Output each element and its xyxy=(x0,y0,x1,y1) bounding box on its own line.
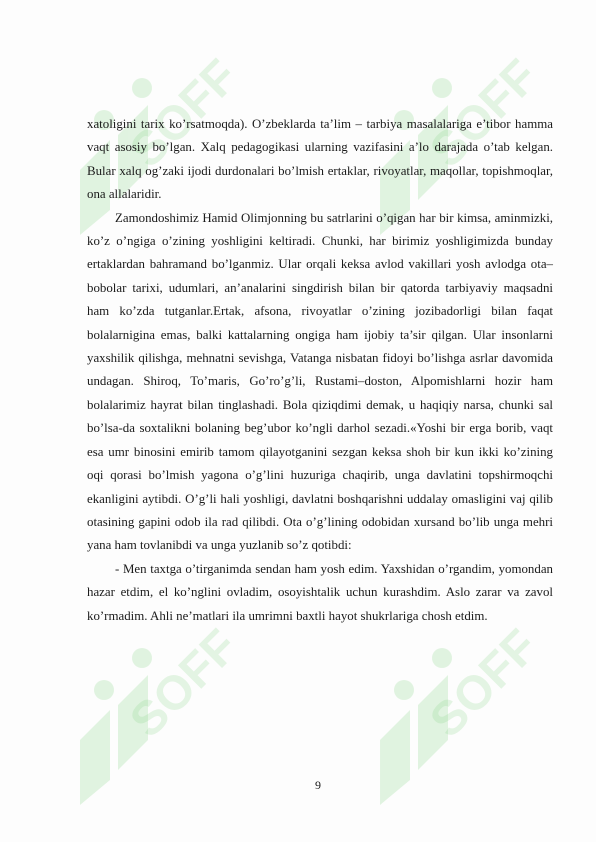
document-body xyxy=(87,113,553,628)
watermark-text: SOFF xyxy=(420,50,540,178)
paragraph: xatoligini tarix ko’rsatmoqda). O’zbeklarda ta’lim – tarbiya masalalariga e’tibor hamma vaqt asosiy bo’lgan. Xalq pedagogikasi ularning vazifasini a’lo darajada o’tab kelgan. Bular xalq og’zaki ijodi durdonalari bo’lmish ertaklar, rivoyatlar, maqollar, topishmoqlar, ona allalaridir. xyxy=(87,117,553,202)
watermark-text: SOFF xyxy=(420,620,540,748)
page-number: 9 xyxy=(315,778,321,792)
watermark-text: SOFF xyxy=(120,620,240,748)
watermark-text: SOFF xyxy=(120,50,240,178)
paragraph: - Men taxtga o’tirganimda sendan ham yosh edim. Yaxshidan o’rgandim, yomondan hazar etdim, el ko’nglini ovladim, osoyishtalik uchun kurashdim. Aslo zarar va zavol ko’rmadim. Ahli ne’matlari ila umrimni baxtli hayot shukrlariga chosh etdim. xyxy=(87,561,553,623)
paragraph: Zamondoshimiz Hamid Olimjonning bu satrlarini o’qigan har bir kimsa, aminmizki, ko’z o’ngiga o’zining yoshligini keltiradi. Chunki, har birimiz yoshligimizda bunday ertaklardan bahramand bo’lganmiz. Ular orqali keksa avlod vakillari yosh avlodga ota–bobolar tarixi, udumlari, an’analarini singdirish bilan bir qatorda tarbiyaviy maqsadni ham ko’zda tutganlar.Ertak, afsona, rivoyatlar o’zining jozibadorligi bilan faqat bolalarnigina emas, balki kattalarning ongiga ham ijobiy ta’sir qilgan. Ular insonlarni yaxshilik qilishga, mehnatni sevishga, Vatanga nisbatan fidoyi bo’lishga asrlar davomida undagan. Shiroq, To’maris, Go’ro’g’li, Rustami–doston, Alpomishlarni hozir ham bolalarimiz hayrat bilan tinglashadi. Bola qiziqdimi demak, u haqiqiy narsa, chunki sal bo’lsa-da soxtalikni bolaning beg’ubor ko’ngli darhol sezadi.«Yoshi bir erga borib, vaqt esa umr binosini emirib tamom qilayotganini sezgan keksa shoh bir kun ikki ko’zining oqi qorasi bo’lmish yagona o’g’lini huzuriga chaqirib, unga davlatini topshirmoqchi ekanligini aytibdi. O’g’li hali yoshligi, davlatni boshqarishni uddalay omasligini vaj qilib otasining gapini odob ila rad qilibdi. Ota o’g’lining odobidan xursand bo’lib unga mehri yana ham tovlanibdi va unga yuzlanib so’z qotibdi: xyxy=(87,210,553,553)
